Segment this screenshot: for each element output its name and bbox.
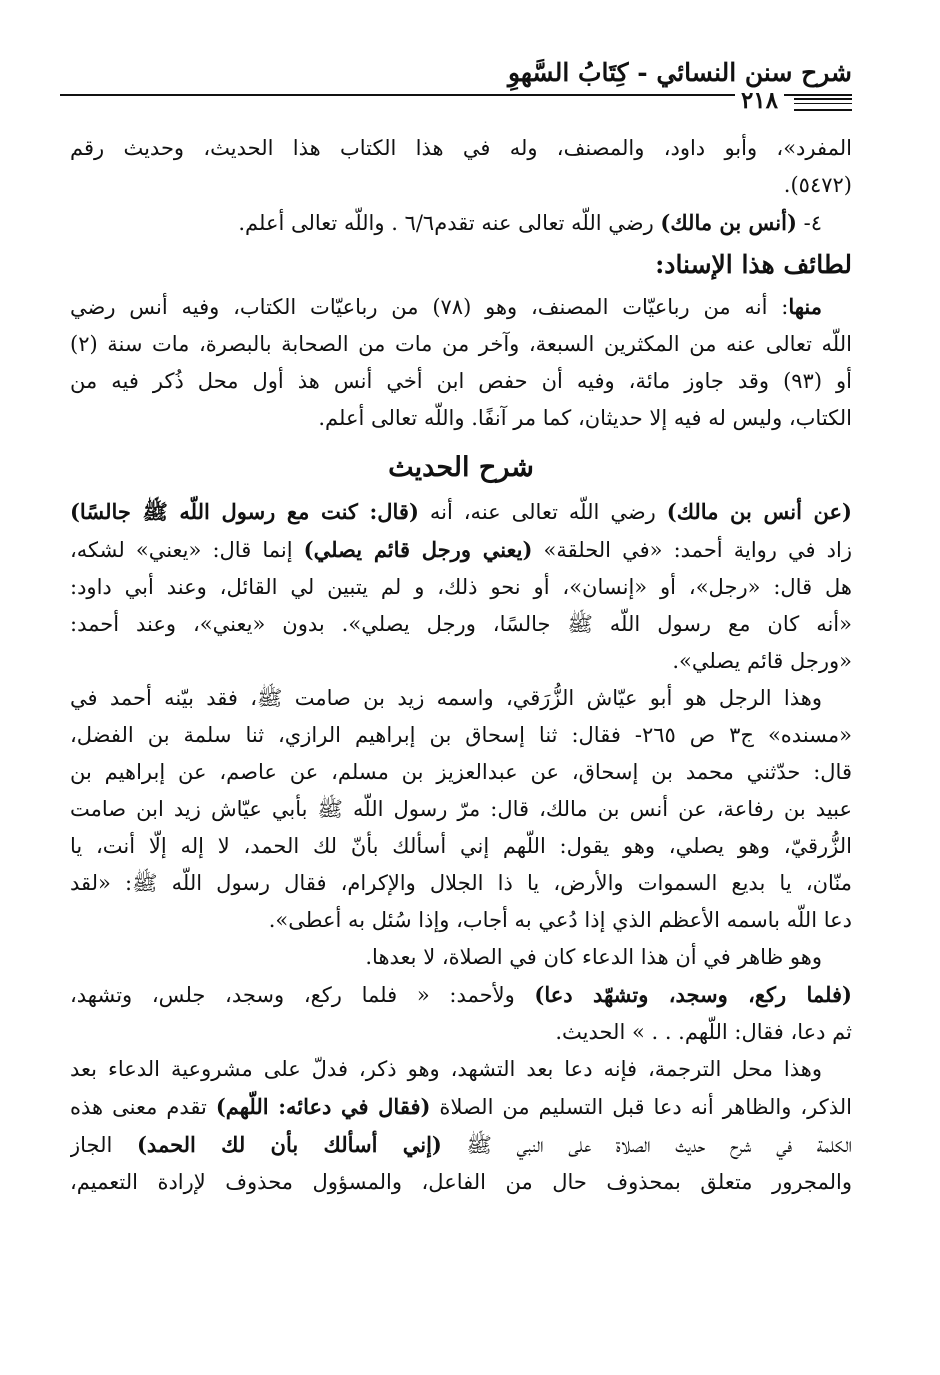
header-rule [60,94,852,96]
text-line [70,531,852,569]
page-number-rule [794,98,852,111]
text-line: وهو ظاهر في أن هذا الدعاء كان في الصلاة، لا بعدها. [365,945,822,969]
text-line: عبيد بن رفاعة، عن أنس بن مالك، قال: مرّ رسول اللّه ﷺ بأبي عيّاش زيد ابن صامت [70,797,852,821]
text-line [70,204,852,242]
text-line: الزُّرقيّ، وهو يصلي، وهو يقول: اللّهم إني أسألك بأنّ لك الحمد، لا إله إلّا أنت، يا [70,834,852,858]
text-line [70,1126,852,1164]
text-line: (٥٤٧٢). [783,173,852,197]
text-line: اللّه تعالى عنه من المكثرين السبعة، وآخر من مات من الصحابة بالبصرة، مات سنة (٢) [70,332,852,356]
text-run: الجاز [70,1133,137,1157]
section-heading-isnad: لطائف هذا الإسناد: [655,250,852,279]
text-line [70,1088,852,1126]
quoted-matn: (عن أنس بن مالك) [666,499,852,524]
text-line: وهذا الرجل هو أبو عيّاش الزُّرَقي، واسمه زيد بن صامت ﷺ، فقد بيّنه أحمد في [70,686,822,710]
text-run: تقدم معنى هذه [70,1095,216,1119]
text-line: وهذا محل الترجمة، فإنه دعا بعد التشهد، وهو ذكر، فدلّ على مشروعية الدعاء بعد [70,1057,822,1081]
running-head-title: شرح سنن النسائي - كِتَابُ السَّهوِ [507,58,852,87]
text-line [70,493,852,531]
narrator-name: (أنس بن مالك) [660,210,797,235]
text-line: الكتاب، وليس له فيه إلا حديثان، كما مر آنفًا. واللّه تعالى أعلم. [318,406,852,430]
text-line [70,976,852,1014]
text-line: «أنه كان مع رسول اللّه ﷺ جالسًا، ورجل يصلي». بدون «يعني»، وعند أحمد: [70,612,852,636]
text-run: الكلمة في شرح حديث الصلاة على النبي ﷺ [441,1133,852,1157]
quoted-matn: (إني أسألك بأن لك الحمد) [136,1132,442,1157]
text-line: «مسنده» ج٣ ص ٢٦٥- فقال: ثنا إسحاق بن إبراهيم الرازي، ثنا سلمة بن الفضل، [70,723,852,747]
text-line [70,288,852,326]
body-text [70,130,852,1201]
text-line: دعا اللّه باسمه الأعظم الذي إذا دُعي به أجاب، وإذا سُئل به أعطى». [268,908,852,932]
text-line: منّان، يا بديع السموات والأرض، يا ذا الجلال والإكرام، فقال رسول اللّه ﷺ: «لقد [70,871,852,895]
quoted-matn: (قال: كنت مع رسول اللّه ﷺ جالسًا) [70,499,419,524]
text-line: أو (٩٣) وقد جاوز مائة، وفيه أن حفص ابن أخي أنس هذ أول محل ذُكر فيه من [70,369,852,393]
bold-term: منها [788,294,822,319]
section-heading-hadith: شرح الحديث [388,452,534,483]
text-line: ثم دعا، فقال: اللّهم. . . » الحديث. [555,1020,852,1044]
text-line: المفرد»، وأبو داود، والمصنف، وله في هذا الكتاب هذا الحديث، وحديث رقم [70,136,852,160]
text-line: قال: حدّثني محمد بن إسحاق، عن عبدالعزيز بن مسلم، عن عاصم، عن إبراهيم بن [70,760,852,784]
text-line: «ورجل قائم يصلي». [672,649,852,673]
text-run: ولأحمد: « فلما ركع، وسجد، جلس، وتشهد، [70,983,535,1007]
text-line: والمجرور متعلق بمحذوف حال من الفاعل، والمسؤول محذوف لإرادة التعميم، [70,1170,852,1194]
text-run: رضي اللّه تعالى عنه تقدم٦/٦ . واللّه تعالى أعلم. [238,211,661,235]
quoted-matn: (فلما ركع، وسجد، وتشهّد دعا) [534,982,852,1007]
quoted-matn: (فقال في دعائه: اللّهم) [215,1094,431,1119]
text-run: إنما قال: «يعني» لشكه، [70,538,304,562]
page-number: ٢١٨ [735,88,784,114]
text-run: زاد في رواية أحمد: «في الحلقة» [532,538,852,562]
text-run: : أنه من رباعيّات المصنف، وهو (٧٨) من رباعيّات الكتاب، وفيه أنس رضي [70,295,789,319]
quoted-matn: (يعني ورجل قائم يصلي) [303,537,533,562]
item-number: ٤- [796,211,822,235]
text-run: رضي اللّه تعالى عنه، أنه [418,500,667,524]
text-run: الذكر، والظاهر أنه دعا قبل التسليم من الصلاة [430,1095,852,1119]
text-line: هل قال: «رجل»، أو «إنسان»، أو نحو ذلك، و لم يتبين لي القائل، وعند أبي داود: [70,575,852,599]
